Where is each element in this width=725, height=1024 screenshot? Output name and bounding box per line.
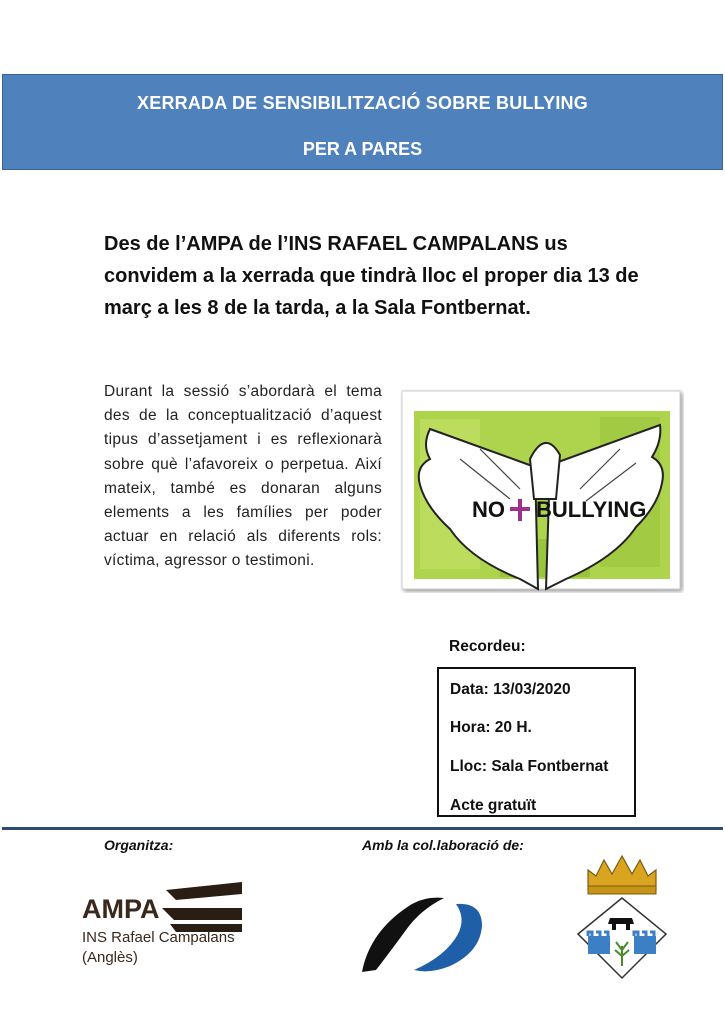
reminder-date: Data: 13/03/2020 (450, 681, 571, 698)
ampa-logo-line1: INS Rafael Campalans (82, 929, 235, 946)
ampa-logo-line2: (Anglès) (82, 949, 138, 966)
ampa-logo (80, 872, 245, 968)
intro-paragraph: Des de l’AMPA de l’INS RAFAEL CAMPALANS us convidem a la xerrada que tindrà lloc el proper dia 13 de març a les 8 de la tarda, a la Sala Fontbernat. (104, 233, 639, 319)
reminder-time: Hora: 20 H. (450, 719, 532, 736)
reminder-place: Lloc: Sala Fontbernat (450, 758, 609, 775)
description-paragraph: Durant la sessió s’abordarà el tema des de la conceptualització d’aquest tipus d’assetjament i es reflexionarà sobre què l’afavoreix o perpetua. Així mateix, també es donaran alguns elements a les famílies per poder actuar en relació als diferents rols: víctima, agressor o testimoni. (104, 383, 382, 570)
poster-word-bullying: BULLYING (536, 497, 647, 522)
reminder-box (437, 667, 636, 817)
reminder-free: Acte gratuït (450, 797, 537, 814)
no-bullying-poster (400, 389, 684, 593)
municipal-coat-of-arms (574, 850, 670, 985)
title-banner (2, 74, 723, 170)
poster-word-no: NO (472, 497, 505, 522)
title-line-2: PER A PARES (302, 139, 423, 159)
organizer-label: Organitza: (104, 837, 174, 853)
reminder-title: Recordeu: (449, 638, 526, 655)
footer-divider (2, 827, 723, 830)
collaboration-label: Amb la col.laboració de: (362, 837, 524, 853)
ampa-logo-name: AMPA (82, 894, 160, 924)
collaborator-swoosh-logo (360, 890, 485, 975)
title-line-1: XERRADA DE SENSIBILITZACIÓ SOBRE BULLYING (137, 93, 588, 113)
